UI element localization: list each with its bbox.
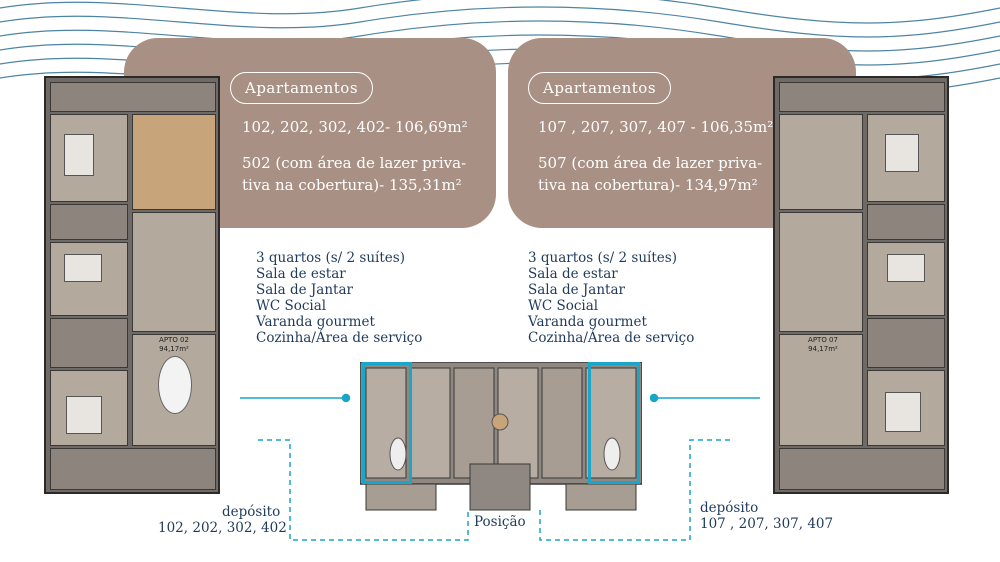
- dining-room: [132, 212, 216, 332]
- service-area: [779, 448, 945, 490]
- bed-icon: [885, 134, 919, 172]
- right-deposito-units: 107 , 207, 307, 407: [700, 516, 834, 532]
- feature-item: Varanda gourmet: [528, 314, 647, 330]
- right-apto-label: APTO 07 94,17m²: [808, 336, 838, 353]
- balcony: [50, 82, 216, 112]
- dining-table: [158, 356, 192, 414]
- service-area: [50, 448, 216, 490]
- feature-item: Cozinha/Área de serviço: [256, 330, 423, 346]
- living-room: [132, 114, 216, 210]
- bed-icon: [885, 392, 921, 432]
- living-room: [779, 114, 863, 210]
- feature-item: Varanda gourmet: [256, 314, 375, 330]
- position-label: Posição: [474, 514, 526, 530]
- bathroom-1: [867, 204, 945, 240]
- dining-room: [779, 212, 863, 332]
- left-floor-plan: [44, 76, 220, 494]
- right-deposito-title: depósito: [700, 500, 759, 516]
- left-apartamentos-pill: Apartamentos: [230, 72, 373, 104]
- left-unit-highlight: [362, 362, 412, 484]
- right-cobertura-line-1: 507 (com área de lazer priva-: [538, 154, 763, 172]
- left-cobertura-line-1: 502 (com área de lazer priva-: [242, 154, 467, 172]
- bed-icon: [64, 134, 94, 176]
- left-apto-label: APTO 02 94,17m²: [159, 336, 189, 353]
- bathroom-1: [50, 204, 128, 240]
- right-units-line: 107 , 207, 307, 407 - 106,35m²: [538, 118, 774, 136]
- bed-icon: [66, 396, 102, 434]
- feature-item: 3 quartos (s/ 2 suítes): [528, 250, 677, 266]
- right-floor-plan: [773, 76, 949, 494]
- balcony: [779, 82, 945, 112]
- left-units-line: 102, 202, 302, 402- 106,69m²: [242, 118, 468, 136]
- bed-icon: [887, 254, 925, 282]
- feature-item: Sala de estar: [528, 266, 618, 282]
- right-apartamentos-pill: Apartamentos: [528, 72, 671, 104]
- feature-item: WC Social: [256, 298, 327, 314]
- feature-item: WC Social: [528, 298, 599, 314]
- feature-item: Cozinha/Área de serviço: [528, 330, 695, 346]
- bathroom-2: [50, 318, 128, 368]
- right-cobertura-line-2: tiva na cobertura)- 134,97m²: [538, 176, 758, 194]
- left-deposito-units: 102, 202, 302, 402: [158, 520, 287, 536]
- right-features-list: [528, 250, 694, 346]
- right-unit-highlight: [588, 362, 640, 484]
- feature-item: Sala de Jantar: [528, 282, 625, 298]
- feature-item: 3 quartos (s/ 2 suítes): [256, 250, 405, 266]
- bathroom-2: [867, 318, 945, 368]
- feature-item: Sala de estar: [256, 266, 346, 282]
- left-cobertura-line-2: tiva na cobertura)- 135,31m²: [242, 176, 462, 194]
- bed-icon: [64, 254, 102, 282]
- left-features-list: [256, 250, 422, 346]
- feature-item: Sala de Jantar: [256, 282, 353, 298]
- left-deposito-title: depósito: [222, 504, 281, 520]
